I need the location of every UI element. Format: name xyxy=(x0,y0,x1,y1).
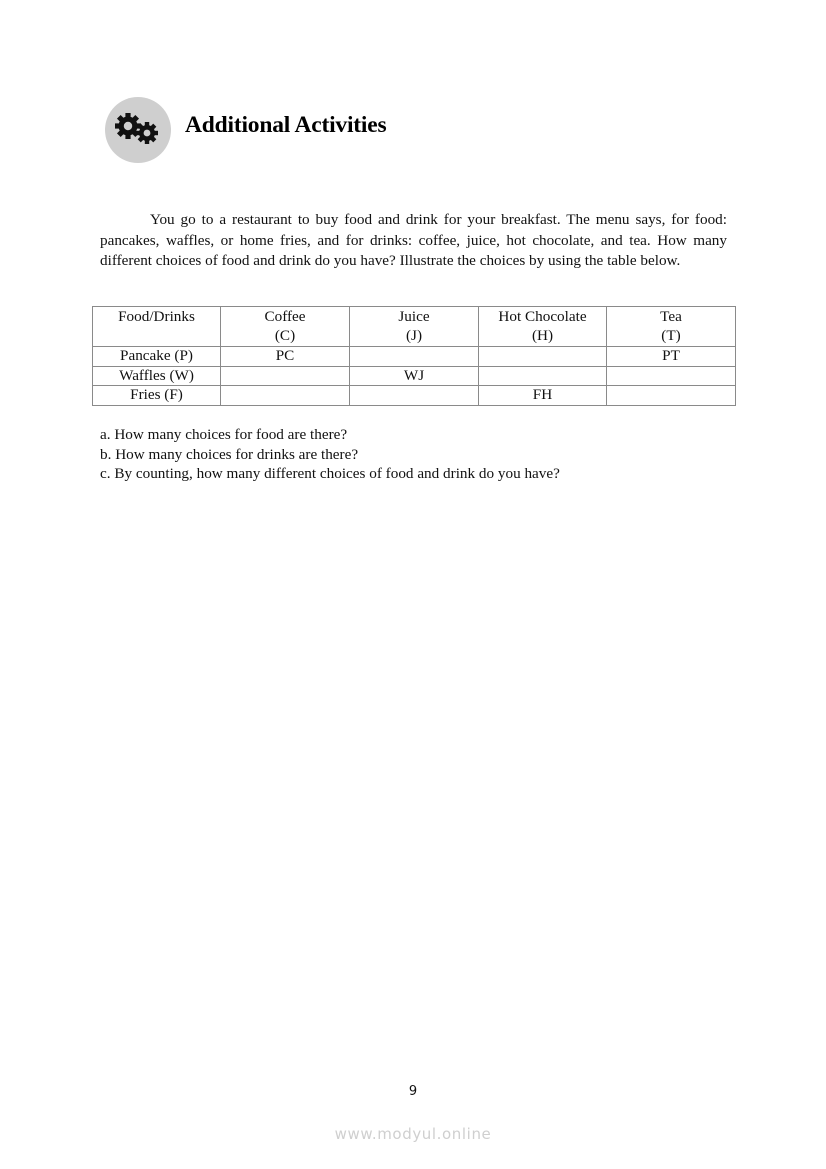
table-row xyxy=(93,366,736,386)
question-c: c. By counting, how many different choices of food and drink do you have? xyxy=(100,465,560,482)
column-header-coffee xyxy=(221,307,350,347)
table-cell xyxy=(350,386,479,406)
question-b: b. How many choices for drinks are there? xyxy=(100,445,359,463)
column-header-hot-chocolate xyxy=(479,307,607,347)
table-corner-header: Food/Drinks xyxy=(93,307,221,347)
table-cell: PT xyxy=(607,347,736,367)
table-row xyxy=(93,347,736,367)
page-number: 9 xyxy=(408,1084,418,1099)
section-title: Additional Activities xyxy=(185,112,387,138)
table-cell xyxy=(221,366,350,386)
row-label: Pancake (P) xyxy=(93,347,221,367)
table-cell: WJ xyxy=(350,366,479,386)
table-cell xyxy=(479,366,607,386)
table-cell xyxy=(221,386,350,406)
table-header-row xyxy=(93,307,736,347)
watermark: www.modyul.online xyxy=(334,1125,492,1143)
table-cell: FH xyxy=(479,386,607,406)
column-label: Tea xyxy=(660,308,682,325)
column-label: Coffee xyxy=(264,308,306,325)
column-header-juice xyxy=(350,307,479,347)
table-cell xyxy=(607,386,736,406)
column-code: (C) xyxy=(274,326,296,344)
intro-paragraph: You go to a restaurant to buy food and drink for your breakfast. The menu says, for food: pancakes, waffles, or home fries, and for drinks: coffee, juice, hot chocolate, and tea. How many different choices of food and drink do you have? Illustrate the choices by using the table below. xyxy=(100,211,727,269)
gears-icon xyxy=(105,97,171,163)
question-a: a. How many choices for food are there? xyxy=(100,426,348,443)
table-row xyxy=(93,386,736,406)
column-code: (T) xyxy=(661,326,681,344)
table-cell xyxy=(350,347,479,367)
table-cell: PC xyxy=(221,347,350,367)
column-label: Hot Chocolate xyxy=(498,308,587,325)
table-cell xyxy=(479,347,607,367)
column-code: (H) xyxy=(531,326,554,344)
question-list xyxy=(100,425,560,484)
column-label: Juice xyxy=(398,308,430,325)
table-cell xyxy=(607,366,736,386)
choices-table xyxy=(92,306,736,406)
row-label: Fries (F) xyxy=(93,386,221,406)
column-code: (J) xyxy=(405,326,423,344)
column-header-tea xyxy=(607,307,736,347)
row-label: Waffles (W) xyxy=(93,366,221,386)
